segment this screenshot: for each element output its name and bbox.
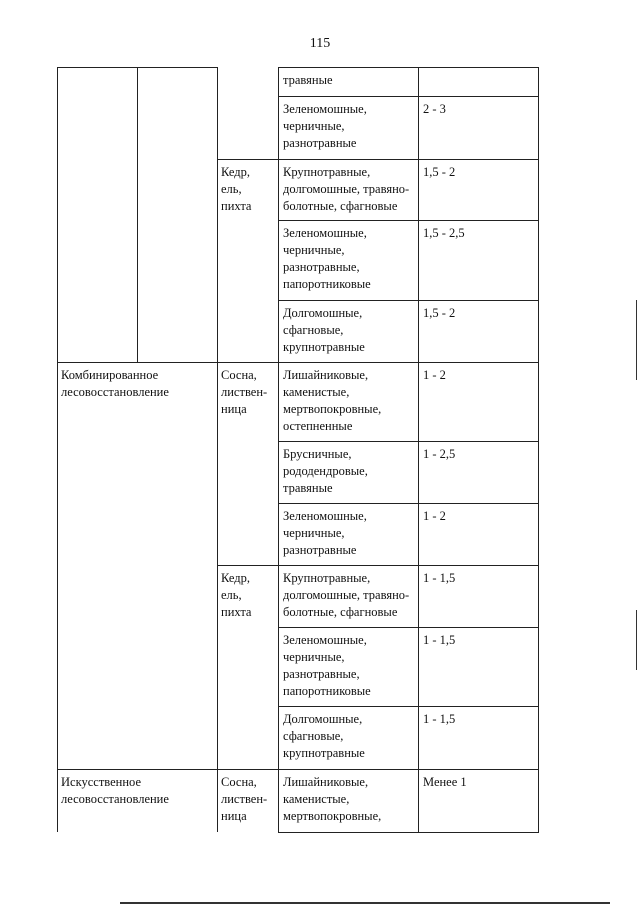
method-cell: Искусственное лесовосстановление — [61, 775, 169, 806]
value-cell: 1 - 2 — [423, 509, 446, 523]
value-cell: 1,5 - 2 — [423, 165, 456, 179]
table-rule — [57, 769, 218, 770]
scan-edge-mark — [636, 300, 637, 380]
table-rule — [278, 441, 539, 442]
table-rule — [278, 96, 539, 97]
table-rule — [137, 67, 138, 362]
table-rule — [217, 159, 279, 160]
table-rule — [278, 565, 539, 566]
scan-edge-mark — [636, 610, 637, 670]
value-cell: 1 - 2 — [423, 368, 446, 382]
table-rule — [278, 362, 539, 363]
table-rule — [278, 300, 539, 301]
table-rule — [217, 565, 279, 566]
forest-type-cell: Долгомошные, сфагновые, крупнотравные — [283, 306, 365, 354]
table-rule — [278, 67, 539, 68]
table-rule — [278, 769, 539, 770]
page-number: 115 — [309, 36, 331, 51]
forest-type-cell: Зеленомошные, черничные, разнотравные, папоротниковые — [283, 633, 371, 698]
value-cell: 1,5 - 2 — [423, 306, 456, 320]
table-rule — [57, 362, 218, 363]
table-rule — [278, 67, 279, 832]
forest-type-cell: Долгомошные, сфагновые, крупнотравные — [283, 712, 365, 760]
table-rule — [538, 67, 539, 832]
table-rule — [57, 67, 58, 832]
method-cell: Комбинированное лесовосстановление — [61, 368, 169, 399]
forest-type-cell: Крупнотравные, долгомошные, травяно- болотные, сфагновые — [283, 571, 410, 619]
table-rule — [278, 220, 539, 221]
species-cell: Сосна, листвен- ница — [221, 775, 268, 823]
table-rule — [278, 159, 539, 160]
value-cell: 1 - 1,5 — [423, 571, 456, 585]
table-rule — [217, 67, 218, 832]
forest-type-cell: Лишайниковые, каменистые, мертвопокровные, — [283, 775, 382, 823]
table-rule — [278, 503, 539, 504]
table-rule — [278, 706, 539, 707]
table-rule — [217, 362, 279, 363]
scan-edge-mark — [120, 902, 610, 904]
forest-type-cell: Крупнотравные, долгомошные, травяно- болотные, сфагновые — [283, 165, 410, 213]
table-rule — [418, 67, 419, 832]
value-cell: Менее 1 — [423, 775, 467, 789]
forest-type-cell: травяные — [283, 73, 333, 87]
value-cell: 1 - 1,5 — [423, 712, 456, 726]
forest-type-cell: Зеленомошные, черничные, разнотравные — [283, 509, 367, 557]
table-rule — [278, 627, 539, 628]
value-cell: 1 - 2,5 — [423, 447, 456, 461]
forest-type-cell: Брусничные, рододендровые, травяные — [283, 447, 368, 495]
species-cell: Кедр, ель, пихта — [221, 571, 252, 619]
species-cell: Сосна, листвен- ница — [221, 368, 268, 416]
table-rule — [278, 832, 539, 833]
value-cell: 1 - 1,5 — [423, 633, 456, 647]
forest-type-cell: Лишайниковые, каменистые, мертвопокровные, остепненные — [283, 368, 382, 433]
table-rule — [217, 769, 279, 770]
value-cell: 2 - 3 — [423, 102, 446, 116]
species-cell: Кедр, ель, пихта — [221, 165, 252, 213]
forest-type-cell: Зеленомошные, черничные, разнотравные, папоротниковые — [283, 226, 371, 291]
forest-type-cell: Зеленомошные, черничные, разнотравные — [283, 102, 367, 150]
value-cell: 1,5 - 2,5 — [423, 226, 465, 240]
